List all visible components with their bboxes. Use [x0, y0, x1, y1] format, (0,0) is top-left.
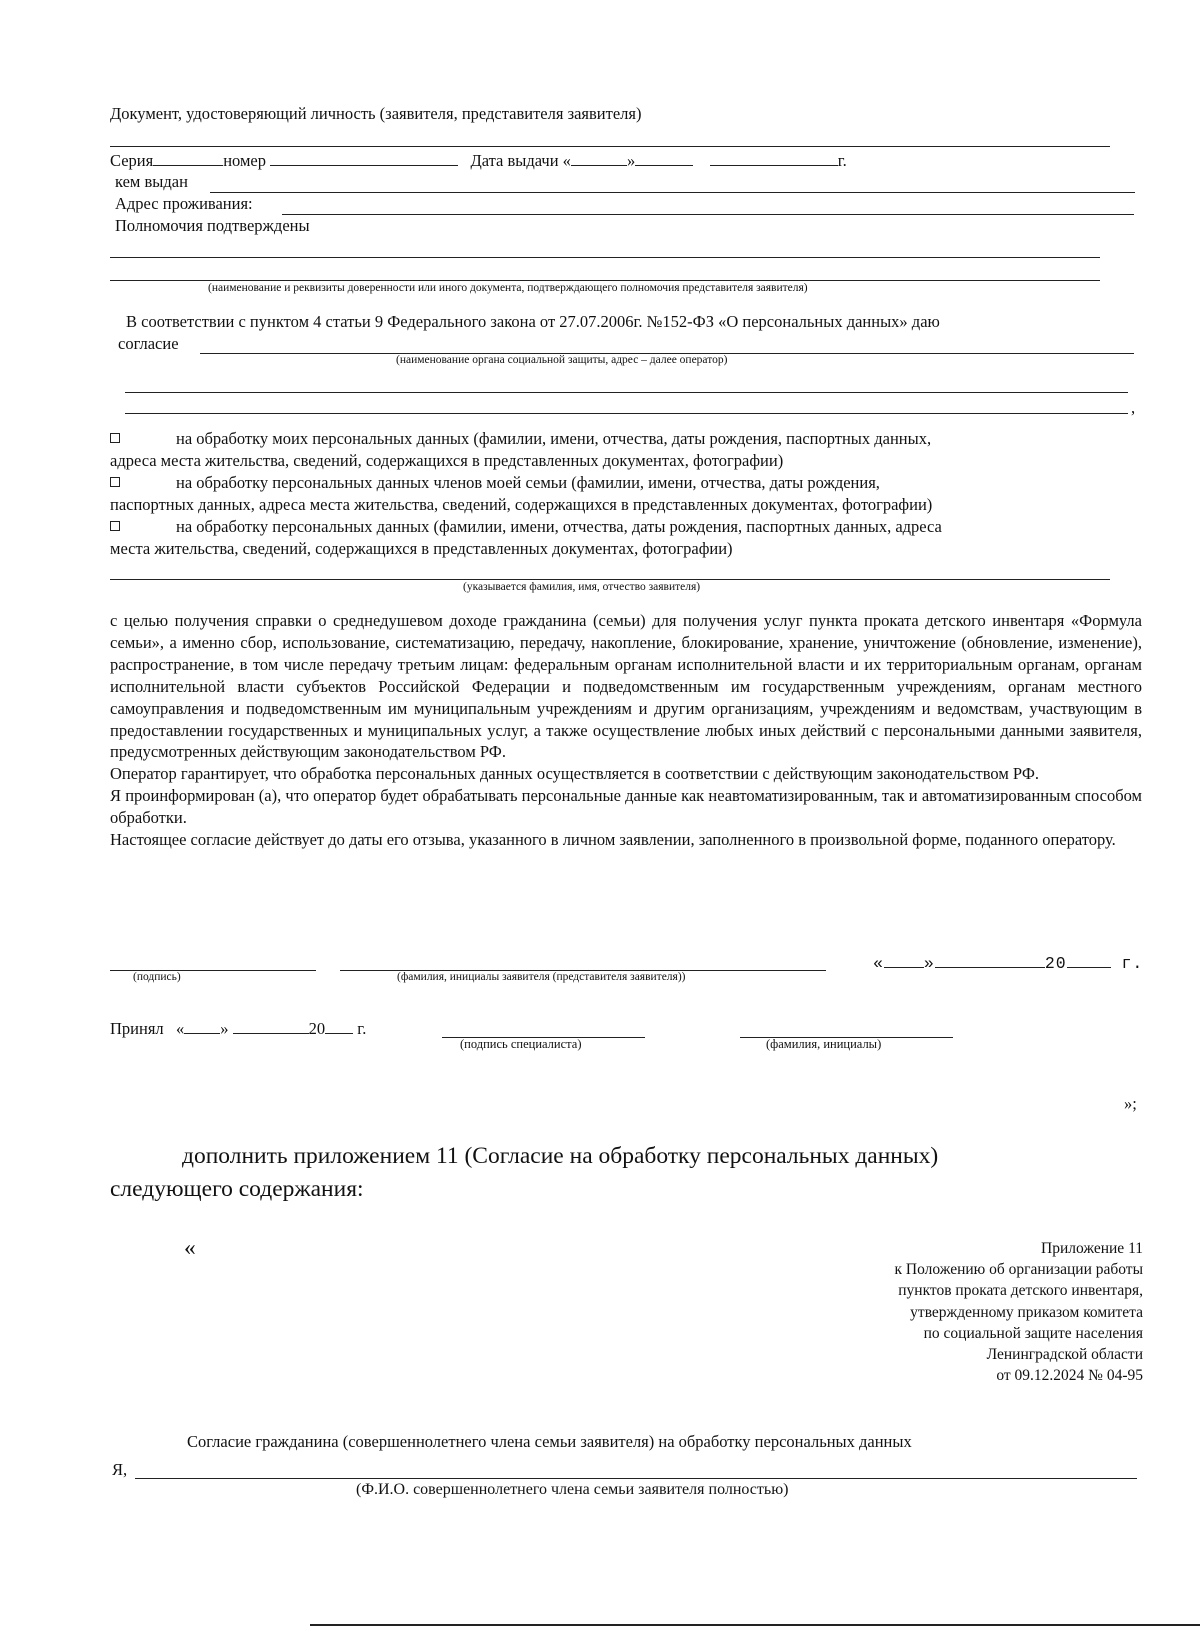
appendix-header	[700, 1238, 1143, 1386]
sign-date	[873, 952, 1143, 974]
guarantee-paragraph: Оператор гарантирует, что обработка персональных данных осуществляется в соответствии с действующим законодательством РФ.	[110, 764, 1039, 784]
appendix-line4: утвержденному приказом комитета	[910, 1303, 1143, 1321]
issued-by-label: кем выдан	[115, 172, 188, 191]
checkbox-family-data[interactable]	[110, 477, 120, 487]
option-own-data	[110, 428, 1142, 560]
sign-date-open: «	[873, 954, 884, 973]
authority-caption: (наименование и реквизиты доверенности или иного документа, подтверждающего полномочия представителя заявителя)	[208, 282, 808, 294]
issue-month-field[interactable]	[635, 150, 693, 166]
series-row	[110, 150, 847, 171]
accepted-month-field[interactable]	[233, 1018, 309, 1034]
operator-field-3[interactable]	[125, 413, 1128, 414]
option-other-data-line1: на обработку персональных данных (фамилии, имени, отчества, даты рождения, паспортных данных, адреса	[176, 517, 942, 536]
sign-date-close: »	[923, 954, 935, 973]
sign-month-field[interactable]	[935, 952, 1045, 968]
consent2-title: Согласие гражданина (совершеннолетнего члена семьи заявителя) на обработку персональных данных	[187, 1432, 912, 1451]
accepted-row	[110, 1018, 366, 1039]
informed-paragraph: Я проинформирован (а), что оператор будет обрабатывать персональные данные как неавтоматизированным, так и автоматизированным способом обработки.	[110, 786, 1142, 828]
scan-edge-line	[310, 1624, 1200, 1626]
address-field[interactable]	[282, 214, 1134, 215]
purpose-paragraph: с целью получения справки о среднедушевом доходе гражданина (семьи) для получения услуг пункта проката детского инвентаря «Формула семьи», а именно сбор, использование, систематизацию, передачу, накопление, блокирование, хранение, уничтожение (обновление, изменение), распространение, в том числе передачу третьим лицам: федеральным органам исполнительной власти и их территориальным органам, органам исполнительной власти субъектов Российской Федерации и подведомственным им государственным учреждениям, органам местного самоуправления и подведомственным им муниципальным учреждениям и другим организациям, учреждениям и ведомствам, участвующим в предоставлении государственных и муниципальных услуг, а также осуществление любых иных действий с персональными данными заявителя, предусмотренных действующим законодательством РФ.	[110, 611, 1142, 762]
applicant-caption: (указывается фамилия, имя, отчество заявителя)	[463, 581, 701, 593]
appendix-line2: к Положению об организации работы	[894, 1261, 1143, 1279]
issue-year-field[interactable]	[710, 150, 838, 166]
id-doc-title: Документ, удостоверяющий личность (заявителя, представителя заявителя)	[110, 104, 642, 123]
sign-year-prefix: 20	[1044, 954, 1067, 973]
number-label: номер	[223, 151, 266, 170]
issue-date-close: »	[626, 151, 636, 170]
series-field[interactable]	[153, 150, 223, 166]
consent-word: согласие	[118, 334, 179, 353]
appendix-line5: по социальной защите населения	[923, 1324, 1143, 1342]
issue-date-label: Дата выдачи «	[470, 151, 571, 170]
operator-field-2[interactable]	[125, 392, 1128, 393]
appendix-line7: от 09.12.2024 № 04-95	[996, 1367, 1143, 1385]
accepted-day-field[interactable]	[184, 1018, 220, 1034]
authority-field-2[interactable]	[110, 280, 1100, 281]
id-doc-line	[110, 146, 1110, 147]
accepted-year-prefix: 20	[308, 1019, 326, 1038]
issue-day-field[interactable]	[571, 150, 627, 166]
signature-caption: (подпись)	[133, 971, 181, 983]
operator-comma: ,	[1131, 398, 1136, 417]
body-text	[110, 610, 1142, 851]
amendment-line1: дополнить приложением 11 (Согласие на обработку персональных данных)	[182, 1143, 939, 1169]
operator-caption: (наименование органа социальной защиты, адрес – далее оператор)	[396, 354, 728, 366]
validity-paragraph: Настоящее согласие действует до даты его отзыва, указанного в личном заявлении, заполненного в произвольной форме, поданного оператору.	[110, 830, 1116, 850]
appendix-line3: пунктов проката детского инвентаря,	[898, 1282, 1143, 1300]
option-family-data-line1: на обработку персональных данных членов моей семьи (фамилии, имени, отчества, даты рождения,	[176, 473, 880, 492]
address-label: Адрес проживания:	[115, 194, 253, 213]
option-other-data-line2: места жительства, сведений, содержащихся в представленных документах, фотографии)	[110, 539, 733, 558]
consent2-fio-field[interactable]	[135, 1478, 1137, 1479]
consent-intro: В соответствии с пунктом 4 статьи 9 Федерального закона от 27.07.2006г. №152-ФЗ «О персональных данных» даю	[126, 312, 940, 331]
authority-field-1[interactable]	[110, 257, 1100, 258]
accepted-label: Принял	[110, 1019, 164, 1038]
option-own-data-line2: адреса места жительства, сведений, содержащихся в представленных документах, фотографии)	[110, 451, 784, 470]
consent2-fio-caption: (Ф.И.О. совершеннолетнего члена семьи заявителя полностью)	[356, 1481, 789, 1498]
number-field[interactable]	[270, 150, 458, 166]
accepted-year-field[interactable]	[325, 1018, 353, 1034]
accepted-date-open: «	[176, 1019, 185, 1038]
fio-caption: (фамилия, инициалы заявителя (представителя заявителя))	[397, 971, 686, 983]
accepted-date-close: »	[220, 1019, 229, 1038]
option-own-data-line1: на обработку моих персональных данных (фамилии, имени, отчества, даты рождения, паспортных данных,	[176, 429, 932, 448]
sign-day-field[interactable]	[884, 952, 924, 968]
sign-year-field[interactable]	[1067, 952, 1111, 968]
issued-by-field[interactable]	[210, 192, 1135, 193]
checkbox-own-data[interactable]	[110, 433, 120, 443]
applicant-field[interactable]	[110, 579, 1110, 580]
series-label: Серия	[110, 151, 154, 170]
checkbox-other-data[interactable]	[110, 521, 120, 531]
specialist-fio-caption: (фамилия, инициалы)	[766, 1037, 882, 1051]
closing-quote: »;	[1124, 1094, 1137, 1113]
year-suffix: г.	[837, 151, 847, 170]
specialist-sig-caption: (подпись специалиста)	[460, 1037, 582, 1051]
consent2-i-label: Я,	[112, 1460, 128, 1479]
amendment-line2: следующего содержания:	[110, 1176, 364, 1202]
appendix-title: Приложение 11	[1041, 1240, 1143, 1257]
sign-year-suffix: г.	[1121, 954, 1144, 973]
amendment-open-quote: «	[184, 1235, 196, 1261]
accepted-year-suffix: г.	[357, 1019, 367, 1038]
appendix-line6: Ленинградской области	[986, 1346, 1143, 1364]
option-family-data-line2: паспортных данных, адреса места жительства, сведений, содержащихся в представленных документах, фотографии)	[110, 495, 933, 514]
authority-label: Полномочия подтверждены	[115, 216, 310, 235]
